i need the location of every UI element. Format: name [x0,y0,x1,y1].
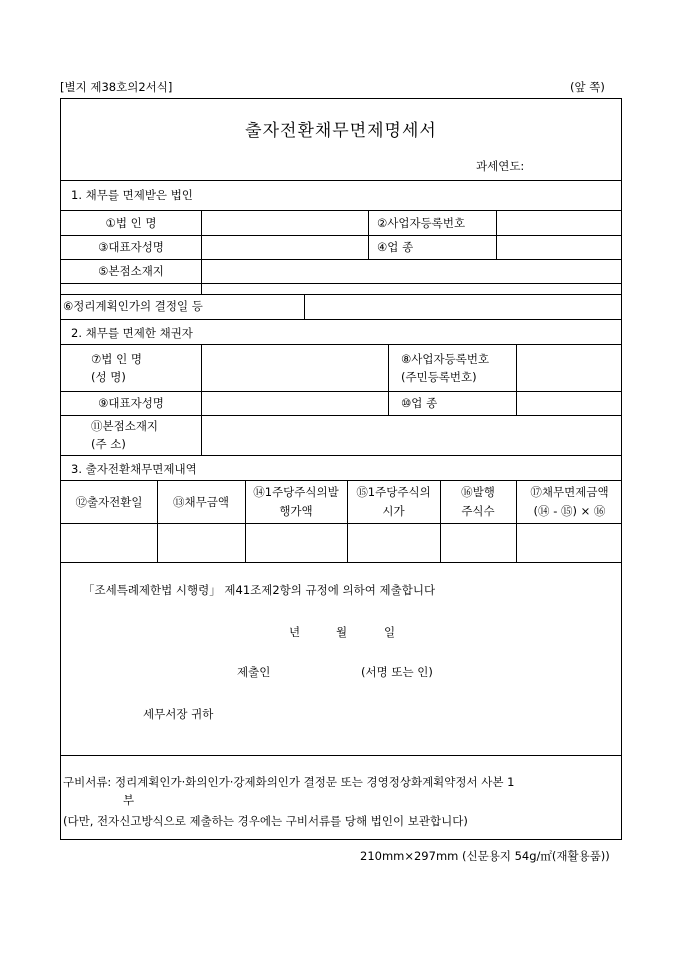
tax-year-label: 과세연도: [476,159,525,173]
rep-name-field[interactable] [202,236,367,258]
form-title: 출자전환채무면제명세서 [245,121,437,141]
exemption-statement-form [60,98,622,840]
creditor-name-field[interactable] [202,345,387,390]
creditor-hq-label: ⑪본점소재지 [91,419,159,433]
corp-name-label: ①법 인 명 [105,216,157,230]
attachments-line1: 구비서류: 정리계획인가·화의인가·강제화의인가 결정문 또는 경영정상화계획약정서 사본 1 [63,775,515,789]
biz-reg-no-field[interactable] [497,211,621,234]
creditor-name-label: ⑦법 인 명 [91,352,142,366]
section2-heading: 2. 채무를 면제한 채권자 [71,326,193,340]
declaration-statement: 「조세특례제한법 시행령」 제41조제2항의 규정에 의하여 제출합니다 [83,583,436,597]
col-debt-amount: ⑬채무금액 [173,495,229,509]
hq-location-label: ⑤본점소재지 [98,264,164,278]
creditor-name-sub-label: (성 명) [91,370,126,384]
creditor-biz-reg-no-label: ⑧사업자등록번호 [401,352,490,366]
creditor-address-label: (주 소) [91,437,126,451]
col-market-price-sub: 시가 [382,504,405,518]
submitter-label: 제출인 [237,665,271,679]
recipient-label: 세무서장 귀하 [143,707,214,721]
creditor-hq-field[interactable] [202,416,621,454]
biz-reg-no-label: ②사업자등록번호 [377,216,466,230]
market-price-field[interactable] [348,524,439,561]
year-label: 년 [289,625,301,639]
col-shares-issued-sub: 주식수 [461,504,495,518]
issue-price-field[interactable] [246,524,346,561]
rep-name-label: ③대표자성명 [98,240,164,254]
section3-heading: 3. 출자전환채무면제내역 [71,462,197,476]
paper-spec: 210mm×297mm (신문용지 54g/㎡(재활용품)) [360,849,610,863]
col-conversion-date: ⑫출자전환일 [75,495,143,509]
creditor-rep-name-field[interactable] [202,392,387,414]
submitter-field[interactable] [276,661,356,681]
col-shares-issued: ⑯발행 [461,485,495,499]
col-issue-price-sub: 행가액 [279,504,313,518]
corp-name-field[interactable] [202,211,367,234]
debt-amount-field[interactable] [158,524,244,561]
creditor-biz-reg-no-field[interactable] [517,345,621,390]
tax-year-field[interactable] [531,155,611,175]
creditor-rep-name-label: ⑨대표자성명 [98,396,164,410]
section1-heading: 1. 채무를 면제받은 법인 [71,188,193,202]
hq-location-field[interactable] [202,260,621,282]
restructuring-date-label: ⑥정리계획인가의 결정일 등 [63,299,203,313]
month-label: 월 [336,625,348,639]
attachments-note: (다만, 전자신고방식으로 제출하는 경우에는 구비서류를 당해 법인이 보관합니다) [63,814,468,828]
business-type-field[interactable] [497,236,621,258]
shares-issued-field[interactable] [441,524,515,561]
col-market-price: ⑮1주당주식의 [356,485,431,499]
attachments-line2: 부 [123,793,135,807]
col-issue-price: ⑭1주당주식의발 [253,485,339,499]
restructuring-date-field[interactable] [305,295,621,318]
creditor-business-type-label: ⑩업 종 [401,396,438,410]
signature-label: (서명 또는 인) [361,665,433,679]
conversion-date-field[interactable] [62,524,156,561]
business-type-label: ④업 종 [377,240,414,254]
page-side-label: (앞 쪽) [570,80,605,94]
form-number: [별지 제38호의2서식] [60,80,173,94]
col-exemption-amount: ⑰채무면제금액 [530,485,609,499]
col-exemption-formula: (⑭ - ⑮) × ⑯ [533,504,606,518]
day-label: 일 [384,625,396,639]
creditor-business-type-field[interactable] [517,392,621,414]
creditor-resident-no-label: (주민등록번호) [401,370,477,384]
exemption-amount-field[interactable] [517,524,621,561]
